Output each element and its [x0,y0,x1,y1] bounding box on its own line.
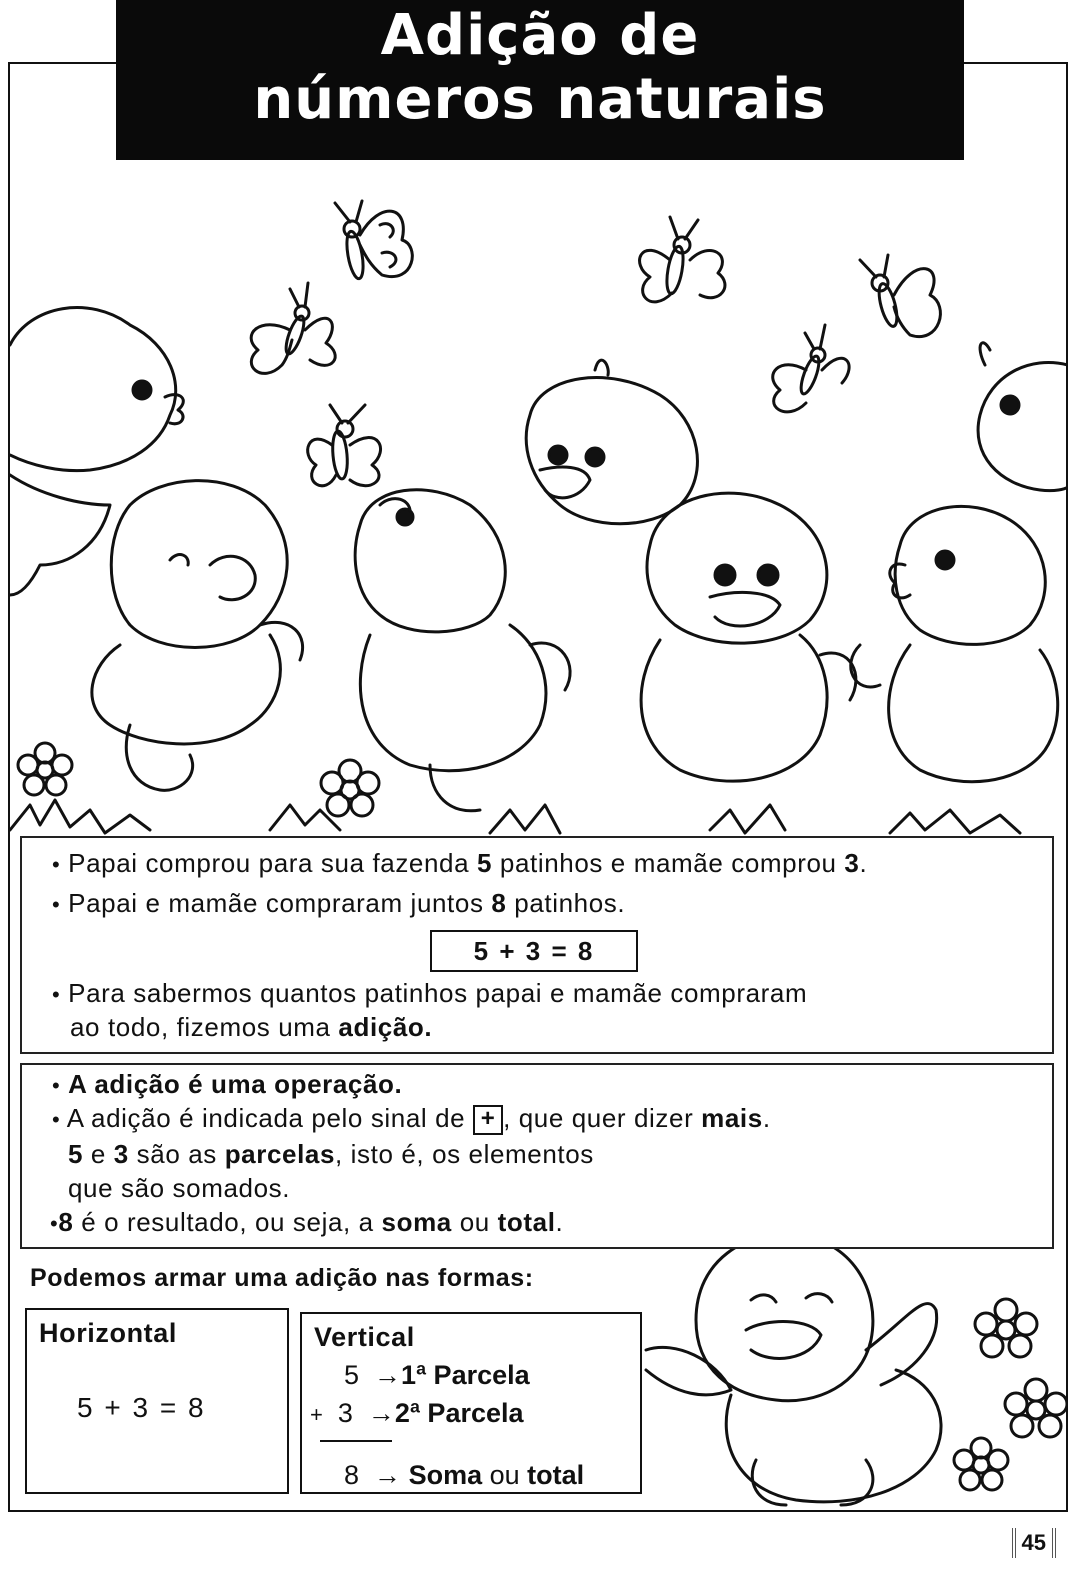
ducks-illustration [10,165,1068,837]
butterfly-icon [860,255,940,337]
duck-icon [92,481,303,791]
arrow-icon: → [367,1398,395,1428]
flower-icon [18,743,72,795]
duck-icon [526,360,697,524]
page-number: 45 [1012,1528,1056,1558]
title-line-1: Adição de [380,3,700,68]
horizontal-form-box [25,1308,289,1494]
forms-heading: Podemos armar uma adição nas formas: [30,1264,534,1292]
vertical-row-1: 5 →1ª Parcela [344,1360,530,1390]
vertical-row-2: + 3 →2ª Parcela [310,1398,524,1428]
duck-icon [851,506,1058,781]
duck-icon [10,308,183,595]
duck-icon [641,493,856,781]
plus-sign-icon: + [473,1105,503,1135]
story-line-1: • Papai comprou para sua fazenda 5 patinhos e mamãe comprou 3. [52,848,868,878]
sum-line [320,1440,392,1442]
vertical-form-box [300,1312,642,1494]
definition-line-5: •8 é o resultado, ou seja, a soma ou total. [50,1207,564,1237]
flower-icon [954,1438,1008,1490]
page-title [116,0,964,160]
flower-icon [975,1299,1037,1357]
flower-icon [1005,1379,1067,1437]
definition-box [20,1063,1054,1249]
butterfly-icon [640,217,725,302]
duck-icon [978,343,1068,491]
definition-line-2: • A adição é indicada pelo sinal de + , que quer dizer mais. [52,1103,771,1135]
story-line-4: ao todo, fizemos uma adição. [70,1012,433,1042]
butterfly-icon [251,283,335,373]
equation-box: 5 + 3 = 8 [430,930,638,972]
arrow-icon: → [374,1460,402,1490]
vertical-row-3: 8 → Soma ou total [344,1460,585,1490]
duck-icon [355,490,570,811]
definition-line-3: 5 e 3 são as parcelas, isto é, os elementos [68,1139,594,1169]
butterfly-icon [308,405,381,486]
definition-line-1: • A adição é uma operação. [52,1069,403,1099]
flower-icon [321,760,379,816]
vertical-label: Vertical [314,1322,415,1352]
duck-icon [636,1210,1068,1510]
story-line-2: • Papai e mamãe compraram juntos 8 patinhos. [52,888,626,918]
story-box [20,836,1054,1054]
story-line-3: • Para sabermos quantos patinhos papai e mamãe compraram [52,978,808,1008]
definition-line-4: que são somados. [68,1173,291,1203]
title-line-2: números naturais [253,67,827,132]
horizontal-equation: 5 + 3 = 8 [77,1392,206,1423]
butterfly-icon [773,325,849,412]
butterfly-icon [335,201,412,280]
horizontal-label: Horizontal [39,1318,177,1348]
plus-sign: + [310,1402,323,1427]
arrow-icon: → [374,1360,402,1390]
